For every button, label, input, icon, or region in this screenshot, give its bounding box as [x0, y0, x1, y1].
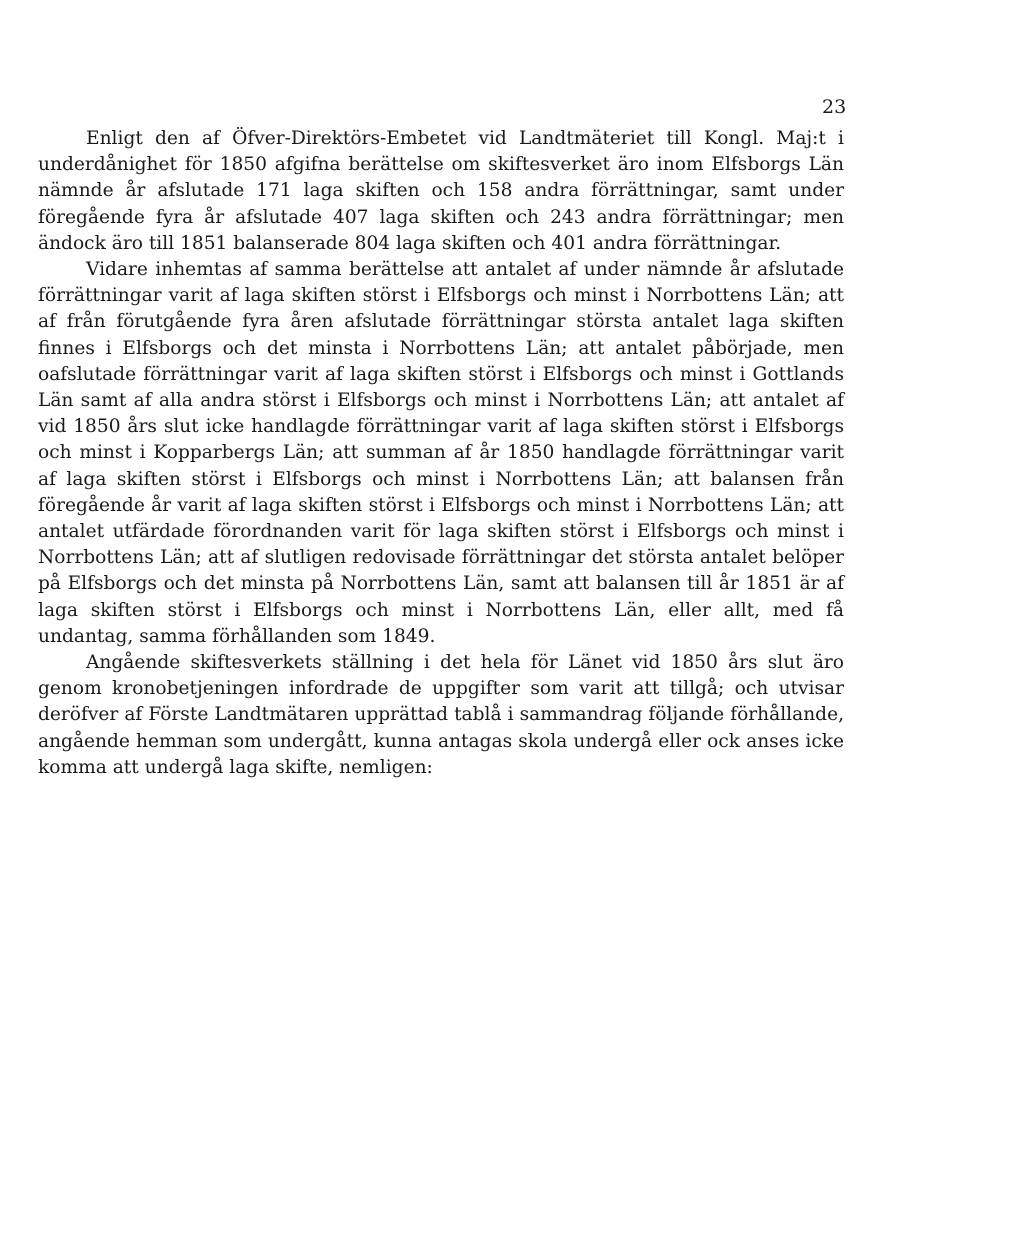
body-text [38, 126, 844, 781]
paragraph-3: Angående skiftesverkets ställning i det hela för Länet vid 1850 års slut äro genom kronobetjeningen infordrade de uppgifter som varit att tillgå; och utvisar deröfver af Förste Landtmätaren upprättad tablå i sammandrag följande förhållande, angående hemman som undergått, kunna antagas skola undergå eller ock anses icke komma att undergå laga skifte, nemligen: [38, 652, 844, 778]
paragraph-1: Enligt den af Öfver-Direktörs-Embetet vid Landtmäteriet till Kongl. Maj:t i underdånighet för 1850 afgifna berättelse om skiftesverket äro inom Elfsborgs Län nämnde år afslutade 171 laga skiften och 158 andra förrättningar, samt under föregående fyra år afslutade 407 laga skiften och 243 andra förrättningar; men ändock äro till 1851 balanserade 804 laga skiften och 401 andra förrättningar. [38, 128, 844, 254]
paragraph-2: Vidare inhemtas af samma berättelse att antalet af under nämnde år afslutade förrättningar varit af laga skiften störst i Elfsborgs och minst i Norrbottens Län; att af från förutgående fyra åren afslutade förrättningar största antalet laga skiften finnes i Elfsborgs och det minsta i Norrbottens Län; att antalet påbörjade, men oafslutade förrättningar varit af laga skiften störst i Elfsborgs och minst i Gottlands Län samt af alla andra störst i Elfsborgs och minst i Norrbottens Län; att antalet af vid 1850 års slut icke handlagde förrättningar varit af laga skiften störst i Elfsborgs och minst i Kopparbergs Län; att summan af år 1850 handlagde förrättningar varit af laga skiften störst i Elfsborgs och minst i Norrbottens Län; att balansen från föregående år varit af laga skiften störst i Elfsborgs och minst i Norrbottens Län; att antalet utfärdade förordnanden varit för laga skiften störst i Elfsborgs och minst i Norrbottens Län; att af slutligen redovisade förrättningar det största antalet belöper på Elfsborgs och det minsta på Norrbottens Län, samt att balansen till år 1851 är af laga skiften störst i Elfsborgs och minst i Norrbottens Län, eller allt, med få undantag, samma förhållanden som 1849. [38, 259, 844, 647]
page-number: 23 [822, 96, 847, 118]
